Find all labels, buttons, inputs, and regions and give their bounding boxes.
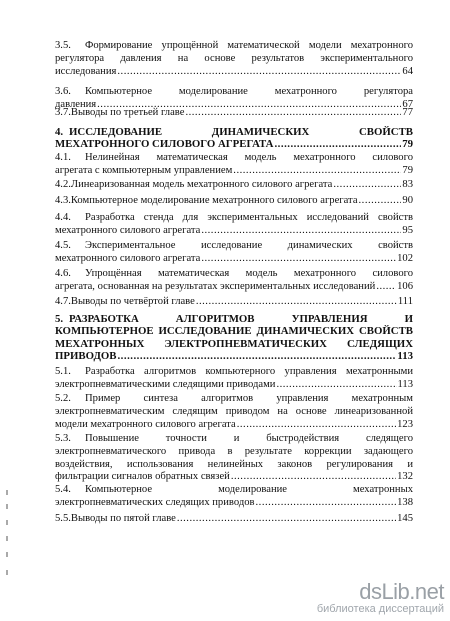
page-number: 83 bbox=[402, 179, 413, 190]
toc-entry-4-3: 4.3. Компьютерное моделирование мехатронного силового агрегата ..... 90 bbox=[55, 195, 413, 208]
leader-dots bbox=[185, 107, 401, 120]
toc-entry-4-7: 4.7. Выводы по четвёртой главе ..... 111 bbox=[55, 296, 413, 309]
watermark-logo: dsLib.net bbox=[359, 579, 444, 604]
leader-dots bbox=[117, 350, 396, 362]
watermark bbox=[304, 579, 448, 619]
toc-entry-text: Компьютерное моделирование мехатронного регулятора bbox=[85, 86, 413, 97]
toc-entry-text: модели мехатронного силового агрегата bbox=[55, 418, 236, 430]
page-number: 90 bbox=[402, 195, 413, 206]
page-number: 77 bbox=[402, 107, 413, 118]
toc-entry-text: воздействия, использования нелинейных законов регулирования и bbox=[55, 458, 413, 470]
leader-dots bbox=[274, 138, 401, 150]
leader-dots bbox=[233, 165, 401, 178]
toc-entry-text: мехатронного силового агрегата bbox=[55, 224, 201, 236]
toc-entry-3-6: 3.6. Компьютерное моделирование мехатронного регулятора давления ..... 67 bbox=[55, 86, 413, 112]
toc-entry-text: давления bbox=[55, 98, 97, 110]
toc-entry-4-2: 4.2. Линеаризованная модель мехатронного силового агрегата ..... 83 bbox=[55, 179, 413, 192]
toc-entry-text: электропневматическими следящими приводами bbox=[55, 378, 276, 390]
watermark-subtitle: библиотека диссертаций bbox=[316, 603, 444, 615]
toc-entry-text: Выводы по третьей главе bbox=[70, 107, 185, 118]
toc-chapter-title: МЕХАТРОННЫХ ЭЛЕКТРОПНЕВМАТИЧЕСКИХ СЛЕДЯЩИХ bbox=[55, 337, 413, 350]
toc-entry-4-4: 4.4. Разработка стенда для экспериментальных исследований свойств мехатронного силового агрегата ..... 95 bbox=[55, 212, 413, 238]
toc-chapter-title: ИССЛЕДОВАНИЕ ДИНАМИЧЕСКИХ СВОЙСТВ bbox=[69, 126, 413, 138]
leader-dots bbox=[276, 379, 396, 392]
leader-dots bbox=[177, 513, 396, 526]
toc-entry-5-4: 5.4. Компьютерное моделирование мехатронных электропневматических следящих приводов ..... 138 bbox=[55, 484, 413, 510]
toc-chapter-title: МЕХАТРОННОГО СИЛОВОГО АГРЕГАТА bbox=[55, 138, 274, 151]
page-number: 132 bbox=[397, 471, 413, 483]
leader-dots bbox=[231, 471, 396, 484]
toc-entry-text: Линеаризованная модель мехатронного силового агрегата bbox=[70, 179, 333, 190]
leader-dots bbox=[333, 179, 401, 192]
toc-entry-5-5: 5.5. Выводы по пятой главе ..... 145 bbox=[55, 513, 413, 526]
page-number: 123 bbox=[397, 418, 413, 430]
toc-entry-text: Упрощённая математическая модель мехатронного силового bbox=[85, 268, 413, 279]
toc-entry-4-1: 4.1. Нелинейная математическая модель мехатронного силового агрегата с компьютерным управлением ..... 79 bbox=[55, 152, 413, 178]
page-number: 111 bbox=[397, 296, 413, 307]
toc-entry-text: фильтрации сигналов обратных связей bbox=[55, 471, 230, 483]
toc-entry-text: Компьютерное моделирование мехатронного силового агрегата bbox=[70, 195, 358, 206]
toc-entry-text: агрегата, основанная на результатах экспериментальных исследований bbox=[55, 280, 376, 292]
toc-entry-text: Повышение точности и быстродействия следящего bbox=[85, 433, 413, 444]
leader-dots bbox=[256, 497, 397, 510]
toc-entry-3-7: 3.7. Выводы по третьей главе ..... 77 bbox=[55, 107, 413, 120]
toc-entry-3-5: 3.5. Формирование упрощённой математической модели мехатронного регулятора давления на основе результатов экспериментального исследования ..... 64 bbox=[55, 40, 413, 78]
page-number: 95 bbox=[402, 224, 413, 236]
toc-entry-text: Нелинейная математическая модель мехатронного силового bbox=[85, 152, 413, 163]
toc-entry-text: регулятора давления на основе результатов экспериментального bbox=[55, 52, 413, 64]
toc-entry-text: Компьютерное моделирование мехатронных bbox=[85, 484, 413, 495]
page-number: 79 bbox=[402, 164, 413, 176]
toc-chapter-4: 4. ИССЛЕДОВАНИЕ ДИНАМИЧЕСКИХ СВОЙСТВ МЕХАТРОННОГО СИЛОВОГО АГРЕГАТА ..... 79 bbox=[55, 126, 413, 151]
toc-entry-4-5: 4.5. Экспериментальное исследование динамических свойств мехатронного силового агрегата ..... 102 bbox=[55, 240, 413, 266]
toc-chapter-title: ПРИВОДОВ bbox=[55, 350, 117, 363]
toc-entry-text: Разработка алгоритмов компьютерного управления мехатронными bbox=[85, 366, 413, 377]
toc-entry-text: Выводы по четвёртой главе bbox=[70, 296, 195, 307]
leader-dots bbox=[359, 195, 402, 208]
leader-dots bbox=[201, 225, 401, 238]
toc-entry-5-3: 5.3. Повышение точности и быстродействия следящего электропневматического привода в результате коррекции задающего воздействия, использования нелинейных законов регулирования и фильтрации сигналов обратных связей ..... 132 bbox=[55, 433, 413, 484]
toc-entry-text: исследования bbox=[55, 65, 117, 77]
page-number: 79 bbox=[402, 138, 413, 151]
page-number: 113 bbox=[397, 350, 413, 363]
leader-dots bbox=[196, 296, 397, 309]
page-number: 138 bbox=[397, 496, 413, 508]
toc-chapter-title: КОМПЬЮТЕРНОЕ ИССЛЕДОВАНИЕ ДИНАМИЧЕСКИХ СВОЙСТВ bbox=[55, 325, 413, 338]
leader-dots bbox=[117, 66, 401, 79]
toc-entry-5-1: 5.1. Разработка алгоритмов компьютерного управления мехатронными электропневматическими следящими приводами ..... 113 bbox=[55, 366, 413, 392]
page-number: 67 bbox=[402, 98, 413, 110]
toc-entry-4-6: 4.6. Упрощённая математическая модель мехатронного силового агрегата, основанная на результатах экспериментальных исследований ..... 106 bbox=[55, 268, 413, 294]
toc-entry-text: Пример синтеза алгоритмов управления мехатронным bbox=[85, 393, 413, 404]
toc-entry-text: Формирование упрощённой математической модели мехатронного bbox=[85, 40, 413, 51]
toc-entry-text: Экспериментальное исследование динамических свойств bbox=[85, 240, 413, 251]
page-number: 102 bbox=[397, 252, 413, 264]
toc-entry-text: мехатронного силового агрегата bbox=[55, 252, 201, 264]
toc-entry-text: электропневматического привода в результате коррекции задающего bbox=[55, 445, 413, 457]
toc-entry-text: электропневматическим следящим приводом на основе линеаризованной bbox=[55, 405, 413, 417]
toc-chapter-title: РАЗРАБОТКА АЛГОРИТМОВ УПРАВЛЕНИЯ И bbox=[69, 313, 413, 325]
scan-margin-marks bbox=[6, 490, 12, 610]
toc-entry-text: агрегата с компьютерным управлением bbox=[55, 164, 233, 176]
leader-dots bbox=[376, 281, 396, 294]
page-number: 64 bbox=[402, 65, 413, 77]
toc-chapter-5: 5. РАЗРАБОТКА АЛГОРИТМОВ УПРАВЛЕНИЯ И КОМПЬЮТЕРНОЕ ИССЛЕДОВАНИЕ ДИНАМИЧЕСКИХ СВОЙСТВ МЕХАТРОННЫХ ЭЛЕКТРОПНЕВМАТИЧЕСКИХ СЛЕДЯЩИХ ПРИВОДОВ ..... 113 bbox=[55, 313, 413, 363]
leader-dots bbox=[237, 419, 396, 432]
page-number: 113 bbox=[397, 378, 413, 390]
toc-entry-text: Разработка стенда для экспериментальных исследований свойств bbox=[85, 212, 413, 223]
toc-entry-text: Выводы по пятой главе bbox=[70, 513, 176, 524]
leader-dots bbox=[201, 253, 396, 266]
toc-entry-5-2: 5.2. Пример синтеза алгоритмов управления мехатронным электропневматическим следящим приводом на основе линеаризованной модели мехатронного силового агрегата ..... 123 bbox=[55, 393, 413, 431]
toc-entry-text: электропневматических следящих приводов bbox=[55, 496, 255, 508]
page-number: 145 bbox=[397, 513, 413, 524]
page-number: 106 bbox=[397, 280, 413, 292]
